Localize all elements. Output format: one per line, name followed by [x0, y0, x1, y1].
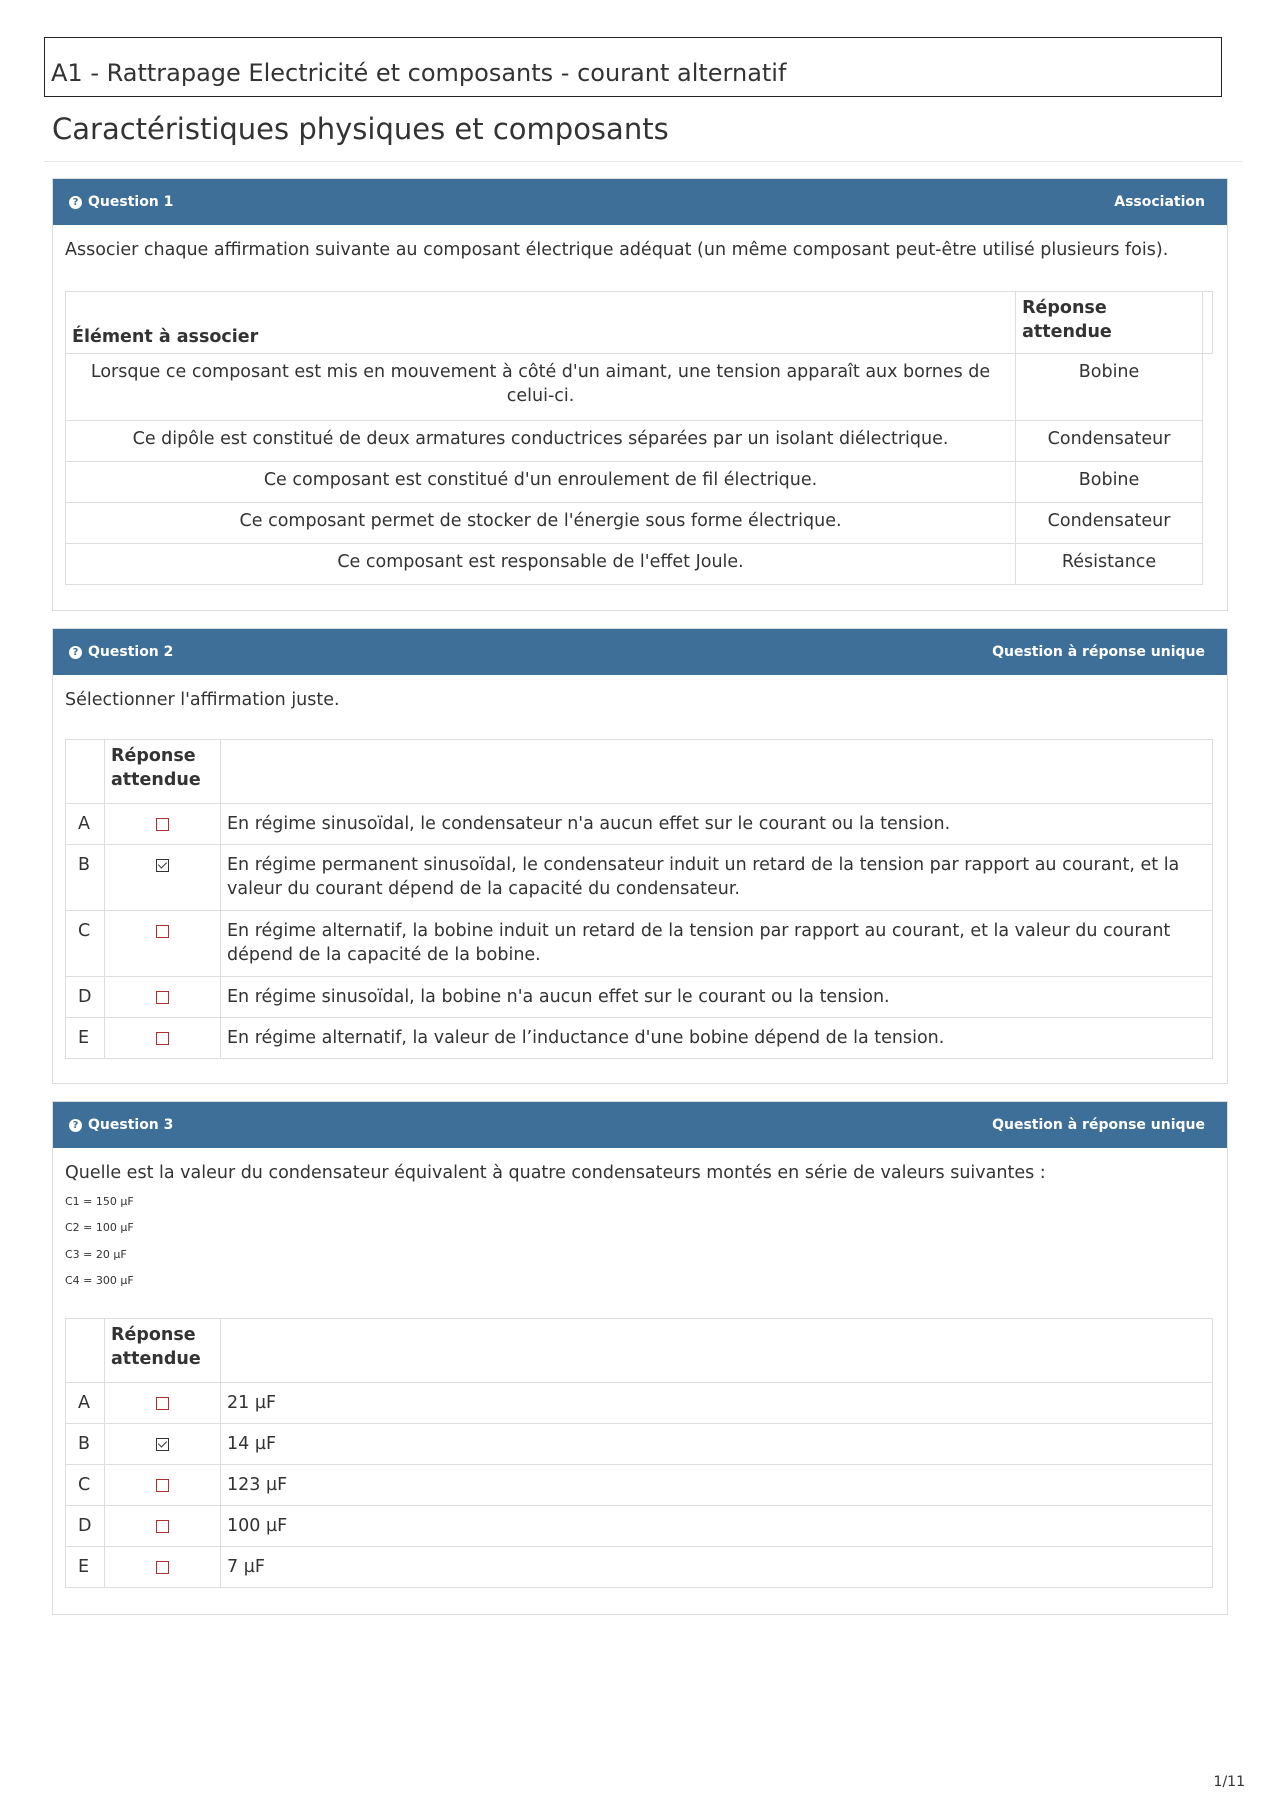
unchecked-checkbox-icon[interactable] — [156, 1479, 169, 1492]
option-text: 7 µF — [221, 1547, 1213, 1588]
question-1-header — [53, 179, 1227, 225]
col-empty — [1203, 292, 1213, 354]
unchecked-checkbox-icon[interactable] — [156, 1397, 169, 1410]
option-letter: B — [66, 845, 105, 911]
checkbox-cell — [105, 845, 221, 911]
option-text: 100 µF — [221, 1506, 1213, 1547]
col-answer-header: Réponse attendue — [105, 740, 221, 804]
checkbox-cell — [105, 911, 221, 977]
question-3-prompt: Quelle est la valeur du condensateur équivalent à quatre condensateurs montés en série de valeurs suivantes : — [65, 1163, 1046, 1183]
answer-table — [65, 1318, 1213, 1588]
document-title: A1 - Rattrapage Electricité et composants - courant alternatif — [51, 59, 787, 87]
page-number: 1/11 — [1213, 1774, 1245, 1790]
table-row — [66, 845, 1213, 911]
question-1-prompt: Associer chaque affirmation suivante au composant électrique adéquat (un même composant peut-être utilisé plusieurs fois). — [65, 240, 1169, 260]
unchecked-checkbox-icon[interactable] — [156, 818, 169, 831]
option-text: En régime alternatif, la valeur de l’inductance d'une bobine dépend de la tension. — [221, 1018, 1213, 1059]
table-row — [66, 977, 1213, 1018]
table-row — [66, 421, 1213, 462]
option-text: En régime alternatif, la bobine induit un retard de la tension par rapport au courant, et la valeur du courant dépend de la capacité de la bobine. — [221, 911, 1213, 977]
checkbox-cell — [105, 1465, 221, 1506]
question-2-panel — [52, 628, 1228, 1084]
col-answer-header: Réponse attendue — [105, 1319, 221, 1383]
checkbox-cell — [105, 804, 221, 845]
table-row — [66, 1383, 1213, 1424]
unchecked-checkbox-icon[interactable] — [156, 1561, 169, 1574]
element-cell: Ce composant est responsable de l'effet Joule. — [66, 544, 1016, 585]
option-letter: C — [66, 1465, 105, 1506]
checked-checkbox-icon[interactable] — [156, 1438, 169, 1451]
question-3-header — [53, 1102, 1227, 1148]
table-row — [66, 1506, 1213, 1547]
capacitor-value: C3 = 20 µF — [65, 1248, 127, 1261]
unchecked-checkbox-icon[interactable] — [156, 925, 169, 938]
question-3-type: Question à réponse unique — [992, 1117, 1205, 1133]
table-row — [66, 503, 1213, 544]
table-row — [66, 804, 1213, 845]
option-text: 21 µF — [221, 1383, 1213, 1424]
question-1-type: Association — [1114, 194, 1205, 210]
checked-checkbox-icon[interactable] — [156, 859, 169, 872]
col-text-header — [221, 740, 1213, 804]
answer-cell: Condensateur — [1016, 421, 1203, 462]
checkbox-cell — [105, 977, 221, 1018]
table-row — [66, 1547, 1213, 1588]
capacitor-value: C2 = 100 µF — [65, 1221, 134, 1234]
option-text: 14 µF — [221, 1424, 1213, 1465]
option-text: En régime sinusoïdal, la bobine n'a aucun effet sur le courant ou la tension. — [221, 977, 1213, 1018]
question-1-panel — [52, 178, 1228, 611]
checkbox-cell — [105, 1018, 221, 1059]
table-row — [66, 1465, 1213, 1506]
element-cell: Ce composant permet de stocker de l'énergie sous forme électrique. — [66, 503, 1016, 544]
table-row — [66, 1424, 1213, 1465]
option-letter: D — [66, 977, 105, 1018]
section-divider — [44, 161, 1242, 162]
table-row — [66, 911, 1213, 977]
element-cell: Ce composant est constitué d'un enroulement de fil électrique. — [66, 462, 1016, 503]
option-letter: C — [66, 911, 105, 977]
element-cell: Ce dipôle est constitué de deux armatures conductrices séparées par un isolant diélectrique. — [66, 421, 1016, 462]
option-text: 123 µF — [221, 1465, 1213, 1506]
answer-cell: Bobine — [1016, 462, 1203, 503]
question-icon: ? — [69, 196, 82, 209]
answer-cell: Condensateur — [1016, 503, 1203, 544]
option-letter: A — [66, 804, 105, 845]
association-table — [65, 291, 1213, 585]
answer-cell: Résistance — [1016, 544, 1203, 585]
answer-table — [65, 739, 1213, 1059]
question-2-header — [53, 629, 1227, 675]
unchecked-checkbox-icon[interactable] — [156, 1032, 169, 1045]
option-text: En régime permanent sinusoïdal, le condensateur induit un retard de la tension par rapport au courant, et la valeur du courant dépend de la capacité du condensateur. — [221, 845, 1213, 911]
col-text-header — [221, 1319, 1213, 1383]
unchecked-checkbox-icon[interactable] — [156, 1520, 169, 1533]
table-row — [66, 544, 1213, 585]
col-letter-header — [66, 1319, 105, 1383]
option-text: En régime sinusoïdal, le condensateur n'a aucun effet sur le courant ou la tension. — [221, 804, 1213, 845]
checkbox-cell — [105, 1506, 221, 1547]
element-cell: Lorsque ce composant est mis en mouvement à côté d'un aimant, une tension apparaît aux bornes de celui-ci. — [66, 354, 1016, 421]
section-title: Caractéristiques physiques et composants — [52, 112, 669, 146]
unchecked-checkbox-icon[interactable] — [156, 991, 169, 1004]
option-letter: A — [66, 1383, 105, 1424]
checkbox-cell — [105, 1424, 221, 1465]
question-icon: ? — [69, 646, 82, 659]
col-letter-header — [66, 740, 105, 804]
question-2-prompt: Sélectionner l'affirmation juste. — [65, 690, 340, 710]
answer-cell: Bobine — [1016, 354, 1203, 421]
checkbox-cell — [105, 1383, 221, 1424]
capacitor-value: C4 = 300 µF — [65, 1274, 134, 1287]
question-icon: ? — [69, 1119, 82, 1132]
option-letter: E — [66, 1547, 105, 1588]
option-letter: B — [66, 1424, 105, 1465]
question-1-label: Question 1 — [88, 194, 174, 210]
question-3-label: Question 3 — [88, 1117, 174, 1133]
table-row — [66, 354, 1213, 421]
question-2-type: Question à réponse unique — [992, 644, 1205, 660]
checkbox-cell — [105, 1547, 221, 1588]
capacitor-value: C1 = 150 µF — [65, 1195, 134, 1208]
option-letter: D — [66, 1506, 105, 1547]
question-2-label: Question 2 — [88, 644, 174, 660]
option-letter: E — [66, 1018, 105, 1059]
table-row — [66, 462, 1213, 503]
col-element-header: Élément à associer — [66, 292, 1016, 354]
col-answer-header: Réponse attendue — [1016, 292, 1203, 354]
question-3-panel — [52, 1101, 1228, 1615]
table-row — [66, 1018, 1213, 1059]
document-header — [44, 37, 1222, 97]
